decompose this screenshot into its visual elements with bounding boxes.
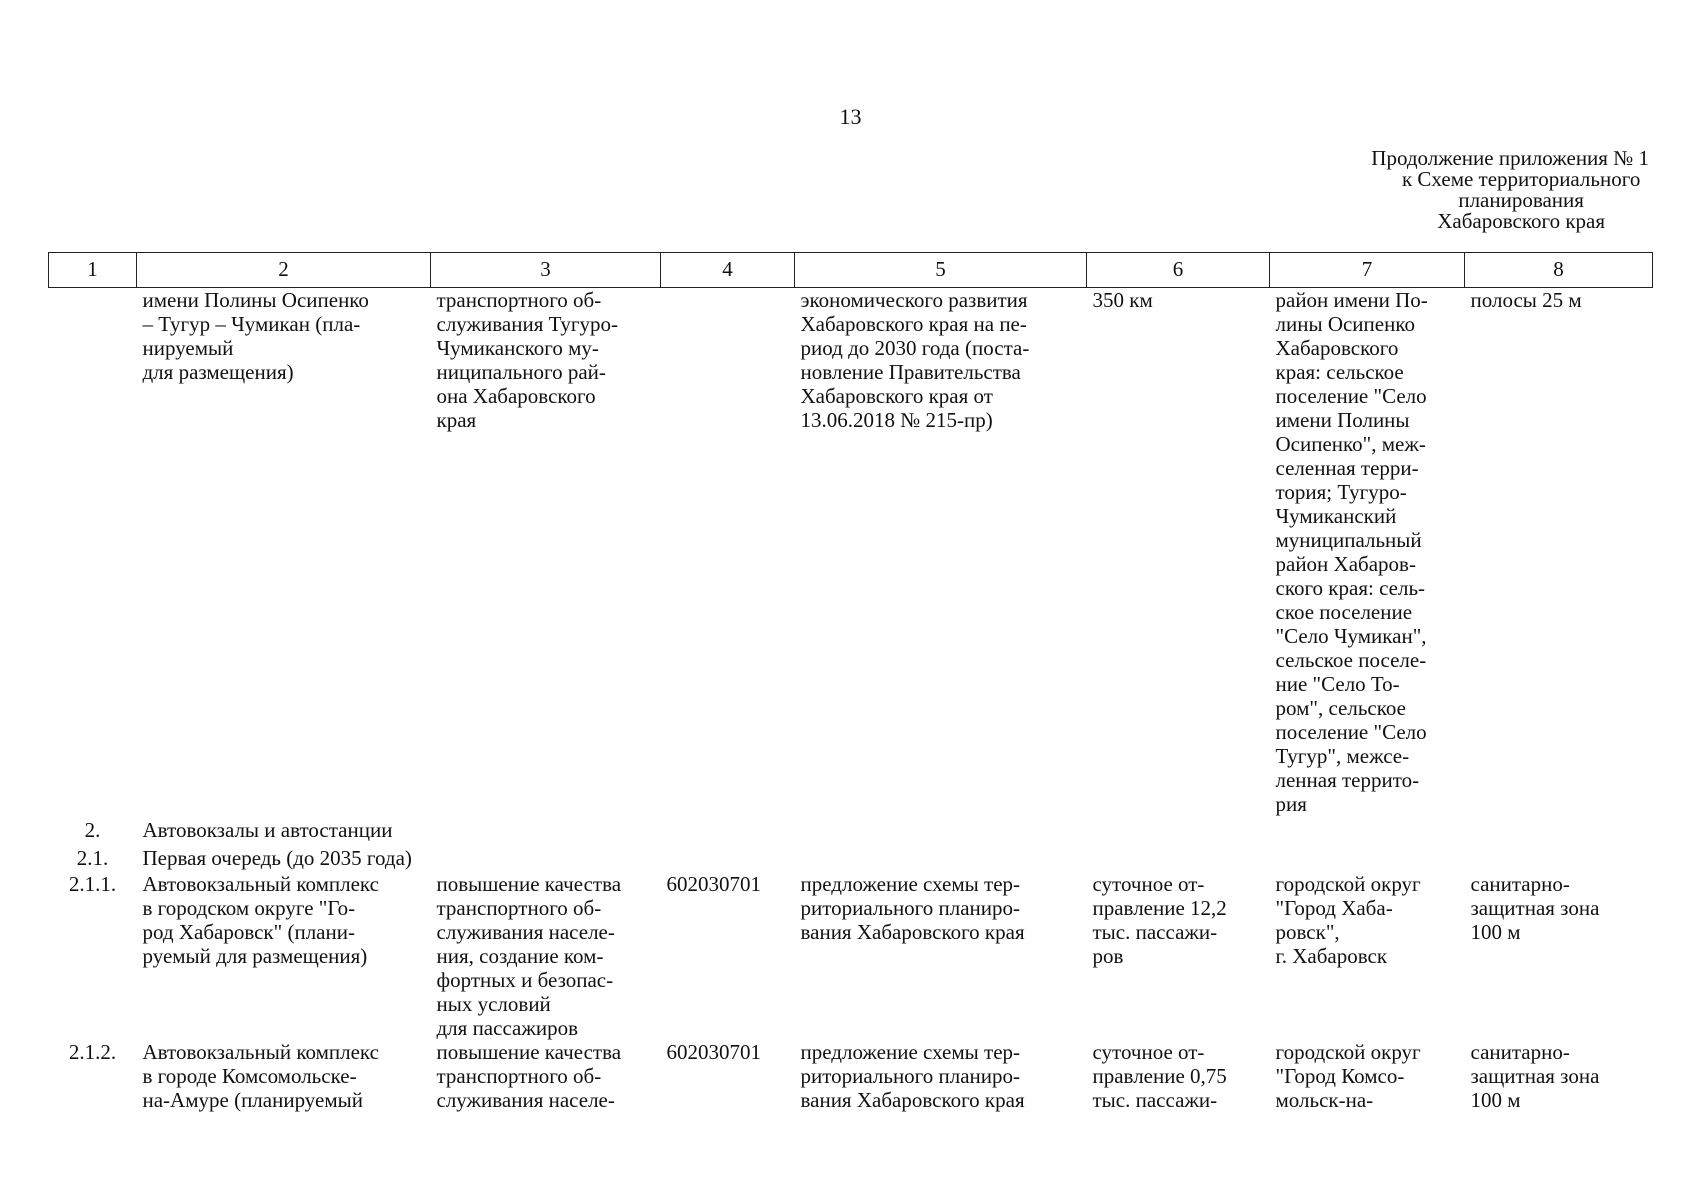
purpose-cell: повышение качества транспортного об- служивания населе- [436,1040,622,1112]
basis-cell: экономического развития Хабаровского края на пе- риод до 2030 года (поста- новление Правительства Хабаровского края от 13.06.2018 № 215-пр) [800,288,1030,432]
zone-cell: санитарно- защитная зона 100 м [1470,872,1600,944]
characteristics-cell: суточное от- правление 12,2 тыс. пассажи- ров [1092,872,1227,968]
purpose-cell: транспортного об- служивания Тугуро- Чумиканского му- ниципального рай- она Хабаровского края [436,288,619,432]
location-cell: городской округ "Город Комсо- мольск-на- [1275,1040,1421,1112]
page-number: 13 [839,104,862,129]
purpose-cell: повышение качества транспортного об- служивания населе- ния, создание ком- фортных и безопас- ных условий для пассажиров [436,872,622,1040]
appendix-note-line-4: Хабаровского края [1437,209,1606,233]
appendix-note-line-2: к Схеме территориального [1401,167,1641,191]
column-number: 3 [431,253,661,288]
object-name-cell: имени Полины Осипенко – Тугур – Чумикан (пла- нируемый для размещения) [142,288,369,384]
row-number-cell [49,288,137,817]
objects-table [48,252,1653,1112]
column-number: 4 [661,253,795,288]
object-name-cell: Автовокзальный комплекс в городе Комсомольске- на-Амуре (планируемый [142,1040,379,1112]
basis-cell: предложение схемы тер- риториального планиро- вания Хабаровского края [800,872,1025,944]
appendix-note-line-3: планирования [1458,188,1584,212]
column-number: 5 [795,253,1087,288]
section-title: Автовокзалы и автостанции [142,818,393,842]
row-number-cell: 2.1.1. [68,872,117,896]
section-row [49,816,1653,844]
column-number-header [49,253,1653,288]
column-number: 7 [1270,253,1465,288]
basis-cell: предложение схемы тер- риториального планиро- вания Хабаровского края [800,1040,1025,1112]
section-number: 2. [84,818,101,842]
zone-cell: полосы 25 м [1470,288,1582,312]
characteristics-cell: суточное от- правление 0,75 тыс. пассажи- [1092,1040,1227,1112]
appendix-note [1371,146,1649,233]
code-cell: 602030701 [666,1040,761,1064]
appendix-note-line-1: Продолжение приложения № 1 [1371,146,1649,170]
section-title: Первая очередь (до 2035 года) [142,846,412,870]
section-row [49,844,1653,872]
section-number: 2.1. [76,846,109,870]
column-number: 1 [49,253,137,288]
row-number-cell: 2.1.2. [68,1040,117,1064]
location-cell: район имени По- лины Осипенко Хабаровского края: сельское поселение "Село имени Полины Осипенко", меж- селенная терри- тория; Тугуро- Чумиканский муниципальный район Хабаров- ского края: сель- ское поселение "Село Чумикан", сельское поселе- ние "Село То- ром", сельское поселение "Село Тугур", межсе- ленная террито- рия [1275,288,1428,816]
column-number: 6 [1087,253,1270,288]
code-cell: 602030701 [666,872,761,896]
zone-cell: санитарно- защитная зона 100 м [1470,1040,1600,1112]
code-cell [661,288,795,817]
column-number: 2 [137,253,431,288]
object-name-cell: Автовокзальный комплекс в городском округе "Го- род Хабаровск" (плани- руемый для размещения) [142,872,379,968]
table-row [49,872,1653,1040]
characteristics-cell: 350 км [1092,288,1153,312]
location-cell: городской округ "Город Хаба- ровск", г. Хабаровск [1275,872,1421,968]
table-row [49,1040,1653,1112]
table-row-continued [49,288,1653,817]
column-number: 8 [1465,253,1653,288]
